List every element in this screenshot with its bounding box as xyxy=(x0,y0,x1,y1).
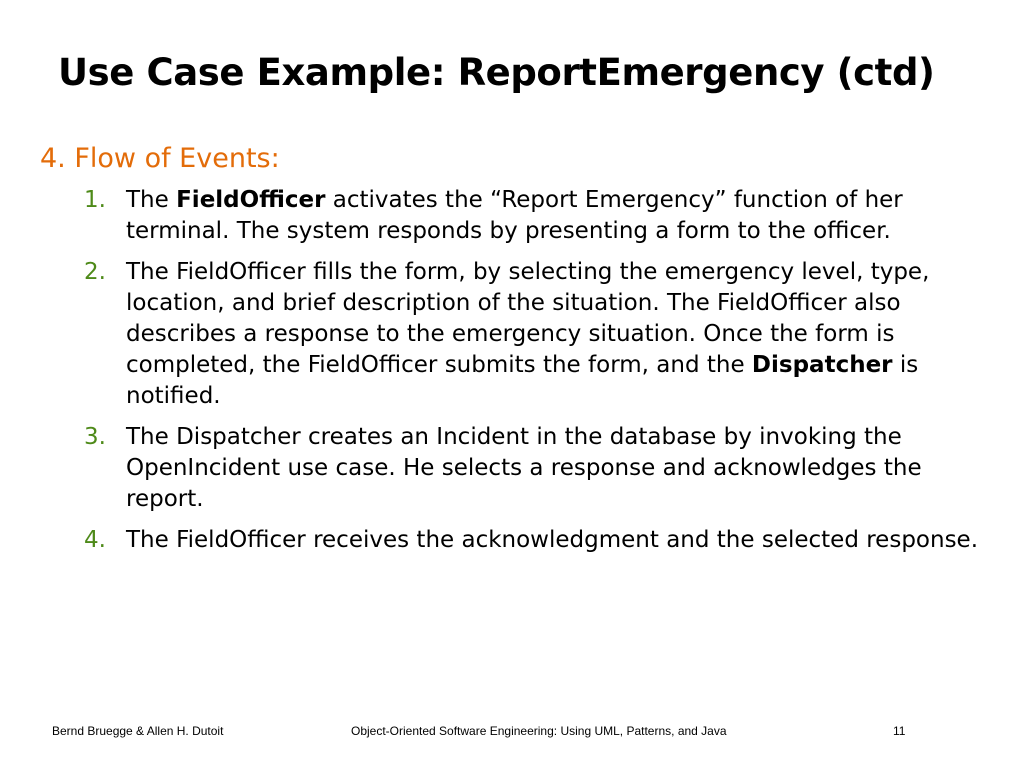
slide-title: Use Case Example: ReportEmergency (ctd) xyxy=(58,51,935,94)
section-heading xyxy=(40,141,1000,177)
step-text-pre: The FieldOfficer fills the form, by selecting the emergency level, type, location, and brief description of the situation. The FieldOfficer also describes a response to the emergency situation. Once the form is completed, the FieldOfficer submits the form, and the xyxy=(126,259,930,378)
step-text-pre: The xyxy=(126,187,177,213)
section-number: 4. xyxy=(40,143,66,174)
list-item xyxy=(40,185,988,247)
footer-authors: Bernd Bruegge & Allen H. Dutoit xyxy=(52,724,224,738)
step-text-post: activates the “Report Emergency” function of her terminal. The system responds by presenting a form to the officer. xyxy=(126,187,903,244)
flow-of-events-section xyxy=(40,141,1000,566)
actor-dispatcher: Dispatcher xyxy=(751,352,893,378)
step-number: 4. xyxy=(84,527,106,553)
list-item xyxy=(40,525,988,556)
step-number: 2. xyxy=(84,259,106,285)
step-text: The Dispatcher creates an Incident in the database by invoking the OpenIncident use case. He selects a response and acknowledges the report. xyxy=(126,424,922,512)
page-number: 11 xyxy=(893,724,906,738)
step-text-post: is notified. xyxy=(126,352,919,409)
footer-book-title: Object-Oriented Software Engineering: Using UML, Patterns, and Java xyxy=(351,724,727,738)
list-item xyxy=(40,422,988,515)
step-number: 3. xyxy=(84,424,106,450)
step-number: 1. xyxy=(84,187,106,213)
list-item xyxy=(40,257,988,412)
steps-list xyxy=(40,185,1000,556)
step-text: The FieldOfficer receives the acknowledgment and the selected response. xyxy=(126,527,979,553)
actor-field-officer: FieldOfficer xyxy=(176,187,326,213)
section-heading-text: Flow of Events: xyxy=(74,143,280,174)
